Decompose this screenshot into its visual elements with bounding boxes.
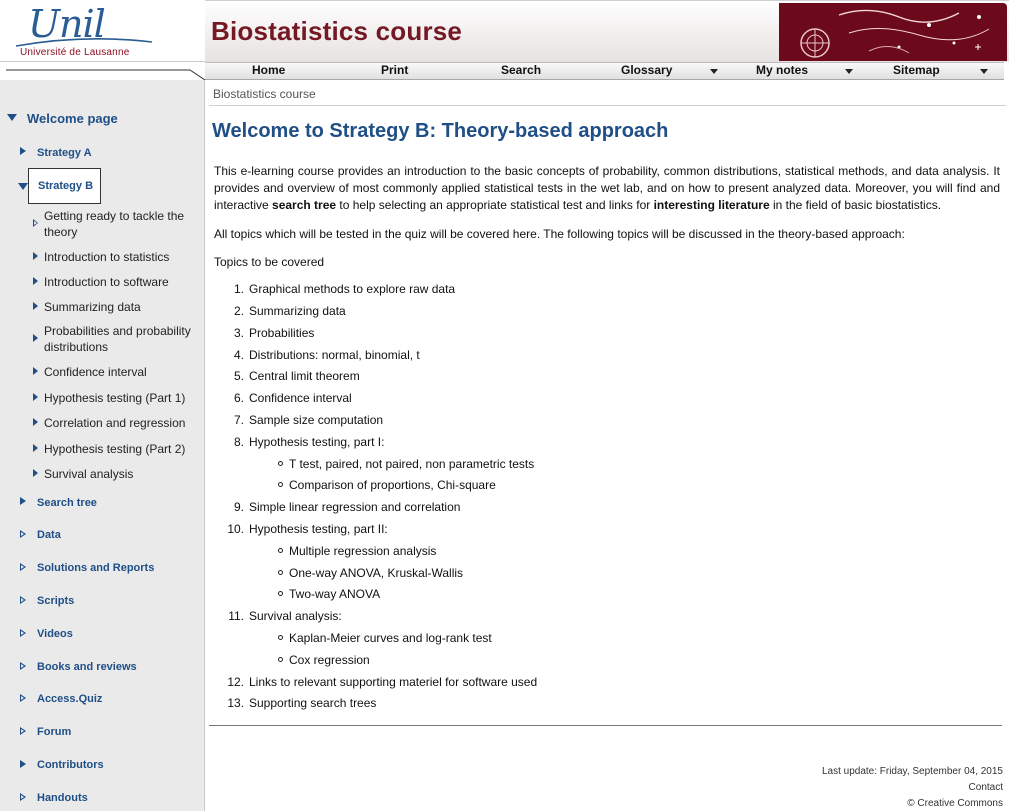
collapsed-arrow-icon[interactable]: [33, 334, 38, 342]
nav-glossary[interactable]: Glossary: [621, 63, 673, 77]
breadcrumb-item[interactable]: Biostatistics course: [213, 87, 316, 101]
collapsed-arrow-icon[interactable]: [20, 530, 26, 538]
nav-sitemap[interactable]: Sitemap: [893, 63, 940, 77]
intro-paragraph: [214, 163, 1000, 214]
collapsed-arrow-icon[interactable]: [33, 444, 38, 452]
sidebar-subitem-hypothesis-2[interactable]: Hypothesis testing (Part 2): [44, 442, 186, 456]
logo-script-text: Unil: [28, 2, 105, 46]
nav-left-divider: [0, 62, 205, 80]
collapsed-arrow-icon[interactable]: [20, 596, 26, 604]
sidebar-subitem-intro-software[interactable]: Introduction to software: [44, 275, 169, 289]
sidebar-item-solutions[interactable]: Solutions and Reports: [37, 562, 155, 574]
expanded-arrow-icon[interactable]: [7, 114, 17, 121]
title-band: [205, 0, 1009, 62]
divider: [209, 725, 1002, 726]
logo-subtitle: Université de Lausanne: [20, 47, 130, 58]
collapsed-arrow-icon[interactable]: [33, 219, 38, 227]
nav-home[interactable]: Home: [252, 63, 286, 77]
last-update-text: Last update: Friday, September 04, 2015: [821, 766, 1003, 777]
sidebar-subitem-confidence[interactable]: Confidence interval: [44, 365, 147, 379]
expanded-arrow-icon[interactable]: [18, 183, 28, 190]
sidebar-subitem-survival[interactable]: Survival analysis: [44, 467, 134, 481]
sidebar-item-strategy-b[interactable]: Strategy B: [38, 180, 94, 192]
nav-search[interactable]: Search: [501, 63, 542, 77]
chevron-down-icon[interactable]: [980, 69, 988, 74]
collapsed-arrow-icon[interactable]: [20, 662, 26, 670]
collapsed-arrow-icon[interactable]: [33, 252, 38, 260]
sidebar-item-quiz[interactable]: Access.Quiz: [37, 693, 103, 705]
nav-print[interactable]: Print: [381, 63, 409, 77]
collapsed-arrow-icon[interactable]: [20, 694, 26, 702]
license-link[interactable]: © Creative Commons: [907, 798, 1003, 809]
collapsed-arrow-icon[interactable]: [20, 760, 26, 768]
sidebar-item-videos[interactable]: Videos: [37, 628, 73, 640]
collapsed-arrow-icon[interactable]: [33, 469, 38, 477]
sidebar-item-contributors[interactable]: Contributors: [37, 759, 104, 771]
sidebar-item-forum[interactable]: Forum: [37, 726, 72, 738]
breadcrumb: [209, 84, 1006, 106]
collapsed-arrow-icon[interactable]: [33, 302, 38, 310]
chevron-down-icon[interactable]: [710, 69, 718, 74]
collapsed-arrow-icon[interactable]: [20, 793, 26, 801]
collapsed-arrow-icon[interactable]: [20, 147, 26, 155]
sidebar-subitem-intro-statistics[interactable]: Introduction to statistics: [44, 250, 170, 264]
intro-text: to help selecting an appropriate statistical test and links for: [336, 198, 654, 212]
nav-my-notes[interactable]: My notes: [756, 63, 809, 77]
intro-text: This e-learning course provides an introduction to the basic concepts of probability, common distributions, statistical methods, and data analysis. It provides and overview of most commonly applied statistical tests in the wet lab, and on how to present analyzed data. Moreover, you will find and interactive: [214, 164, 1000, 212]
sidebar-subitem-hypothesis-1[interactable]: Hypothesis testing (Part 1): [44, 391, 186, 405]
top-nav: [205, 62, 1004, 80]
topics-note: All topics which will be tested in the quiz will be covered here. The following topics will be discussed in the theory-based approach:: [214, 227, 905, 241]
intro-text: in the field of basic biostatistics.: [769, 198, 942, 212]
sidebar-item-welcome[interactable]: Welcome page: [27, 111, 118, 126]
site-title: Biostatistics course: [211, 16, 463, 46]
decorative-banner: [779, 3, 1007, 61]
unil-logo[interactable]: [0, 0, 205, 62]
page-title: Welcome to Strategy B: Theory-based approach: [212, 120, 669, 142]
site-header: [0, 0, 1009, 62]
collapsed-arrow-icon[interactable]: [20, 497, 26, 505]
chevron-down-icon[interactable]: [845, 69, 853, 74]
literature-link[interactable]: interesting literature: [653, 198, 770, 212]
collapsed-arrow-icon[interactable]: [33, 277, 38, 285]
topics-heading: Topics to be covered: [214, 255, 325, 269]
collapsed-arrow-icon[interactable]: [33, 418, 38, 426]
sidebar-subitem-probabilities[interactable]: Probabilities and probability distributions: [44, 324, 191, 354]
sidebar-item-data[interactable]: Data: [37, 529, 61, 541]
collapsed-arrow-icon[interactable]: [33, 393, 38, 401]
collapsed-arrow-icon[interactable]: [20, 629, 26, 637]
sidebar-item-strategy-a[interactable]: Strategy A: [37, 147, 92, 159]
collapsed-arrow-icon[interactable]: [33, 367, 38, 375]
sidebar-item-scripts[interactable]: Scripts: [37, 595, 75, 607]
search-tree-link[interactable]: search tree: [272, 198, 337, 212]
collapsed-arrow-icon[interactable]: [20, 727, 26, 735]
ornament-icon: [779, 3, 1007, 61]
contact-link[interactable]: Contact: [968, 782, 1003, 793]
sidebar-item-search-tree[interactable]: Search tree: [37, 497, 97, 509]
sidebar-subitem-correlation[interactable]: Correlation and regression: [44, 416, 186, 430]
sidebar-subitem-summarizing[interactable]: Summarizing data: [44, 300, 141, 314]
sidebar-subitem-getting-ready[interactable]: Getting ready to tackle the theory: [44, 209, 185, 239]
sidebar-item-handouts[interactable]: Handouts: [37, 792, 88, 804]
collapsed-arrow-icon[interactable]: [20, 563, 26, 571]
sidebar-item-books[interactable]: Books and reviews: [37, 661, 137, 673]
